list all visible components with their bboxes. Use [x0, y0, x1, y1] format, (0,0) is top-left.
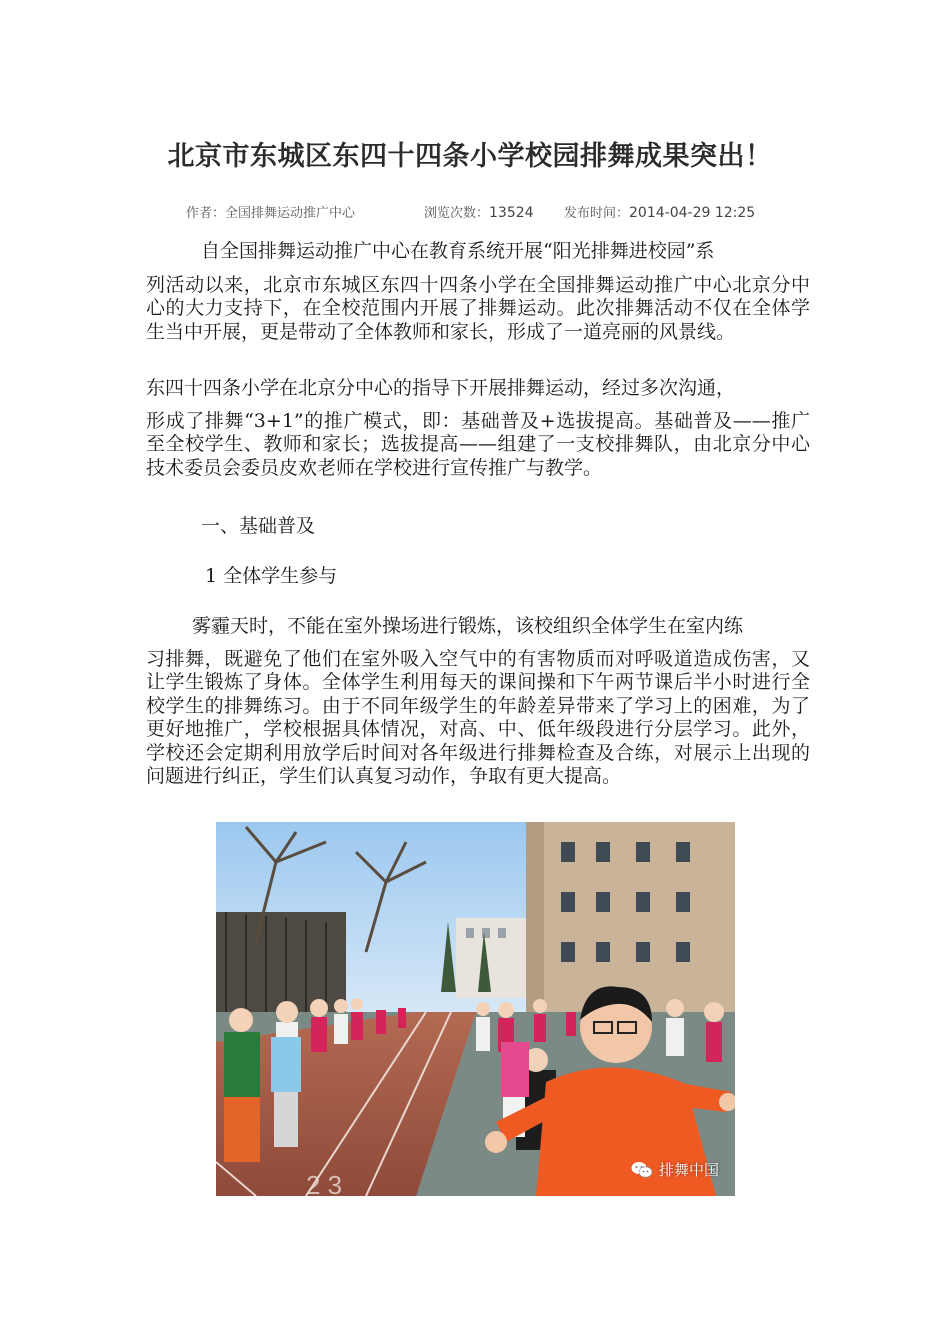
author-meta — [186, 202, 355, 221]
para3-body: 习排舞，既避免了他们在室外吸入空气中的有害物质而对呼吸道造成伤害，又让学生锻炼了身体。全体学生利用每天的课间操和下午两节课后半小时进行全校学生的排舞练习。由于不同年级学生的年龄差异带来了学习上的困难，为了更好地推广，学校根据具体情况，对高、中、低年级段进行分层学习。此外，学校还会定期利用放学后时间对各年级进行排舞检查及合练，对展示上出现的问题进行纠正，学生们认真复习动作，争取有更大提高。 — [146, 648, 810, 788]
wechat-icon — [631, 1161, 653, 1179]
publish-date: 2014-04-29 12:25 — [629, 205, 756, 221]
section-heading: 一、基础普及 — [201, 515, 316, 537]
photo-watermark — [631, 1159, 719, 1180]
students-dancing-photo — [216, 822, 735, 1196]
views-count: 13524 — [489, 205, 534, 221]
para2-first-line: 东四十四条小学在北京分中心的指导下开展排舞运动，经过多次沟通， — [146, 377, 736, 399]
svg-text:2 3: 2 3 — [306, 1170, 343, 1196]
para2-body: 形成了排舞“3+1”的推广模式，即：基础普及+选拔提高。基础普及——推广至全校学生、教师和家长；选拔提高——组建了一支校排舞队，由北京分中心技术委员会委员皮欢老师在学校进行宣传推广与教学。 — [146, 410, 810, 479]
author-name: 全国排舞运动推广中心 — [225, 206, 356, 221]
author-label: 作者： — [186, 206, 226, 221]
article-title: 北京市东城区东四十四条小学校园排舞成果突出！ — [167, 141, 773, 172]
para3-first-line: 雾霾天时，不能在室外操场进行锻炼，该校组织全体学生在室内练 — [192, 615, 744, 637]
para1-first-line: 自全国排舞运动推广中心在教育系统开展“阳光排舞进校园”系 — [201, 240, 715, 262]
subsection-heading: 1 全体学生参与 — [205, 565, 338, 587]
date-meta — [564, 202, 755, 221]
photo-illustration — [216, 822, 735, 1196]
watermark-text: 排舞中国 — [658, 1161, 719, 1179]
para1-body: 列活动以来，北京市东城区东四十四条小学在全国排舞运动推广中心北京分中心的大力支持下，在全校范围内开展了排舞运动。此次排舞活动不仅在全体学生当中开展，更是带动了全体教师和家长，形成了一道亮丽的风景线。 — [146, 274, 810, 343]
date-label: 发布时间： — [564, 206, 630, 221]
views-label: 浏览次数： — [424, 206, 490, 221]
views-meta — [424, 202, 534, 221]
